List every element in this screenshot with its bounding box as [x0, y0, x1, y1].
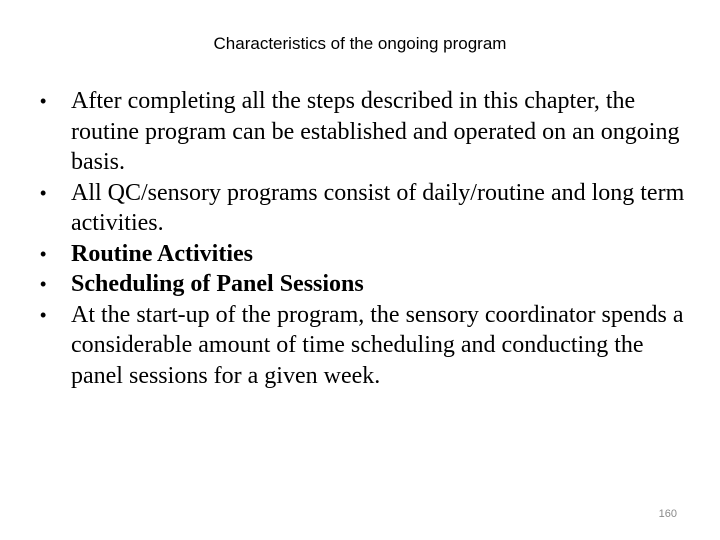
bullet-icon: •	[40, 274, 47, 294]
bullet-heading-routine-activities: Routine Activities	[71, 240, 253, 267]
bullet-icon: •	[40, 91, 47, 111]
bullet-item	[40, 178, 690, 239]
bullet-item	[40, 86, 690, 178]
bullet-item	[40, 269, 690, 300]
bullet-text: At the start-up of the program, the sensory coordinator spends a considerable amount of time scheduling and conducting the panel sessions for a given week.	[71, 301, 684, 389]
bullet-icon: •	[40, 182, 47, 203]
bullet-item	[40, 239, 690, 270]
bullet-icon: •	[40, 243, 47, 264]
bullet-text: After completing all the steps described in this chapter, the routine program can be established and operated on an ongoing basis.	[71, 88, 680, 175]
bullet-list	[40, 86, 690, 391]
page-number: 160	[658, 508, 677, 520]
bullet-icon: •	[40, 304, 47, 325]
bullet-heading-scheduling: Scheduling of Panel Sessions	[71, 271, 364, 297]
bullet-text: All QC/sensory programs consist of daily/routine and long term activities.	[71, 179, 685, 236]
bullet-item	[40, 300, 690, 392]
slide-title: Characteristics of the ongoing program	[213, 34, 507, 53]
